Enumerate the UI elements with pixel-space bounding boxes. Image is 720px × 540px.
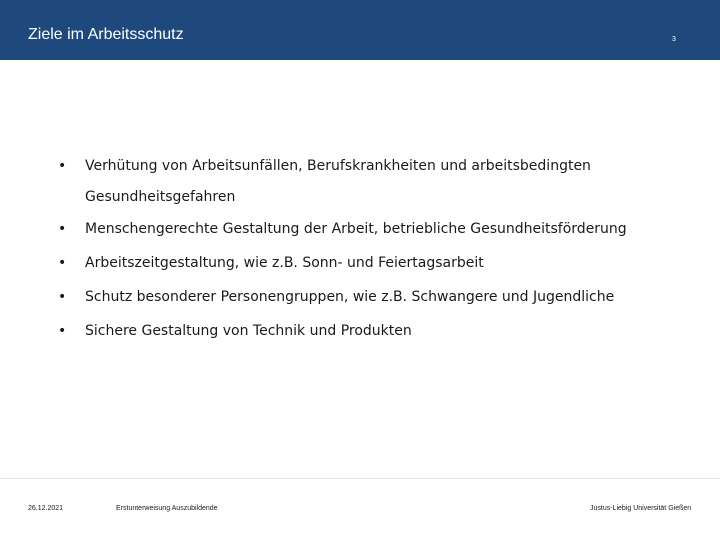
bullet-line: Sichere Gestaltung von Technik und Produkten	[85, 323, 412, 339]
bullet-dot-icon: •	[58, 323, 67, 339]
bullet-line: Menschengerechte Gestaltung der Arbeit, betriebliche Gesundheitsförderung	[85, 221, 627, 237]
bullet-dot-icon: •	[58, 158, 67, 174]
footer-date: 26.12.2021	[28, 505, 64, 512]
slide-title: Ziele im Arbeitsschutz	[28, 26, 184, 43]
bullet-line: Arbeitszeitgestaltung, wie z.B. Sonn- und Feiertagsarbeit	[85, 255, 484, 271]
bullet-text	[85, 288, 645, 306]
footer-divider	[0, 478, 720, 479]
bullet-line: Verhütung von Arbeitsunfällen, Berufskrankheiten und arbeitsbedingten	[85, 158, 591, 174]
page-number: 3	[672, 36, 676, 43]
bullet-text	[85, 254, 645, 272]
bullet-line: Schutz besonderer Personengruppen, wie z.B. Schwangere und Jugendliche	[85, 289, 615, 305]
bullet-text	[85, 157, 645, 206]
bullet-dot-icon: •	[58, 255, 67, 271]
footer-center-text: Erstunterweisung Auszubildende	[116, 505, 218, 512]
bullet-dot-icon: •	[58, 221, 67, 237]
footer-institution: Justus-Liebig Universität Gießen	[590, 505, 692, 512]
bullet-text	[85, 322, 645, 340]
bullet-text	[85, 220, 645, 238]
bullet-line: Gesundheitsgefahren	[85, 189, 236, 205]
bullet-dot-icon: •	[58, 289, 67, 305]
